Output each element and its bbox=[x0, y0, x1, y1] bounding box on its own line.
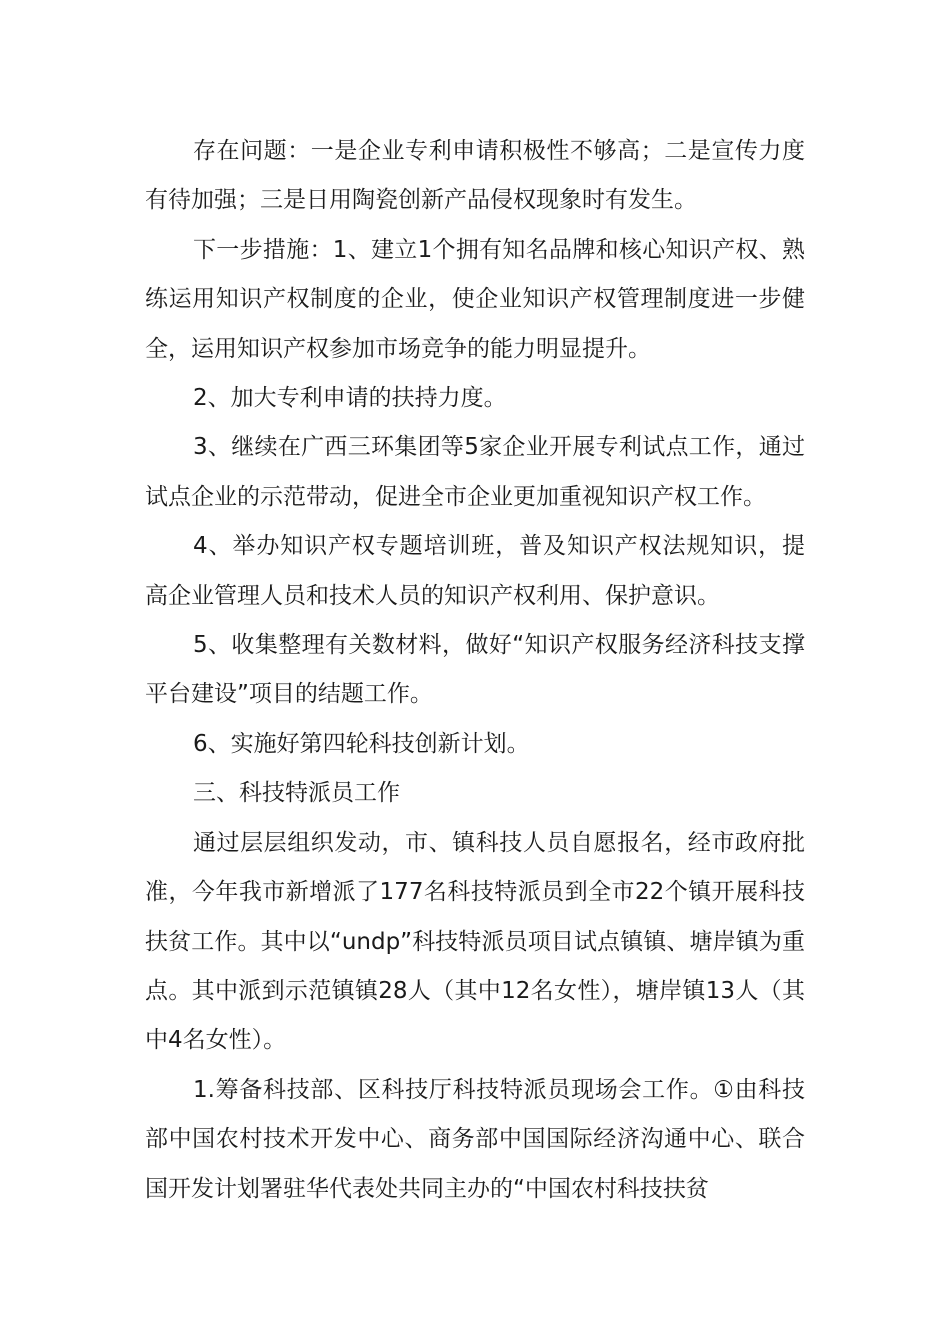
paragraph-item-6: 6、实施好第四轮科技创新计划。 bbox=[193, 730, 530, 757]
paragraph-item-4: 4、举办知识产权专题培训班，普及知识产权法规知识，提高企业管理人员和技术人员的知识产权利用、保护意识。 bbox=[145, 533, 805, 609]
paragraph-existing-problems: 存在问题：一是企业专利申请积极性不够高；二是宣传力度有待加强；三是日用陶瓷创新产品侵权现象时有发生。 bbox=[145, 138, 805, 214]
section-heading-sci-tech-commissioners: 三、科技特派员工作 bbox=[193, 780, 400, 807]
paragraph-onsite-meeting: 1.筹备科技部、区科技厅科技特派员现场会工作。①由科技部中国农村技术开发中心、商务部中国国际经济沟通中心、联合国开发计划署驻华代表处共同主办的“中国农村科技扶贫 bbox=[145, 1076, 805, 1202]
paragraph-next-steps: 下一步措施：1、建立1个拥有知名品牌和核心知识产权、熟练运用知识产权制度的企业，使企业知识产权管理制度进一步健全，运用知识产权参加市场竞争的能力明显提升。 bbox=[145, 236, 805, 362]
paragraph-item-2: 2、加大专利申请的扶持力度。 bbox=[193, 385, 507, 412]
paragraph-item-3: 3、继续在广西三环集团等5家企业开展专利试点工作，通过试点企业的示范带动，促进全市企业更加重视知识产权工作。 bbox=[145, 434, 805, 510]
document-body bbox=[145, 127, 805, 1214]
paragraph-item-5: 5、收集整理有关数材料，做好“知识产权服务经济科技支撑平台建设”项目的结题工作。 bbox=[145, 632, 805, 708]
paragraph-commissioner-overview: 通过层层组织发动，市、镇科技人员自愿报名，经市政府批准，今年我市新增派了177名科技特派员到全市22个镇开展科技扶贫工作。其中以“undp”科技特派员项目试点镇镇、塘岸镇为重点。其中派到示范镇镇28人（其中12名女性），塘岸镇13人（其中4名女性）。 bbox=[145, 829, 805, 1054]
